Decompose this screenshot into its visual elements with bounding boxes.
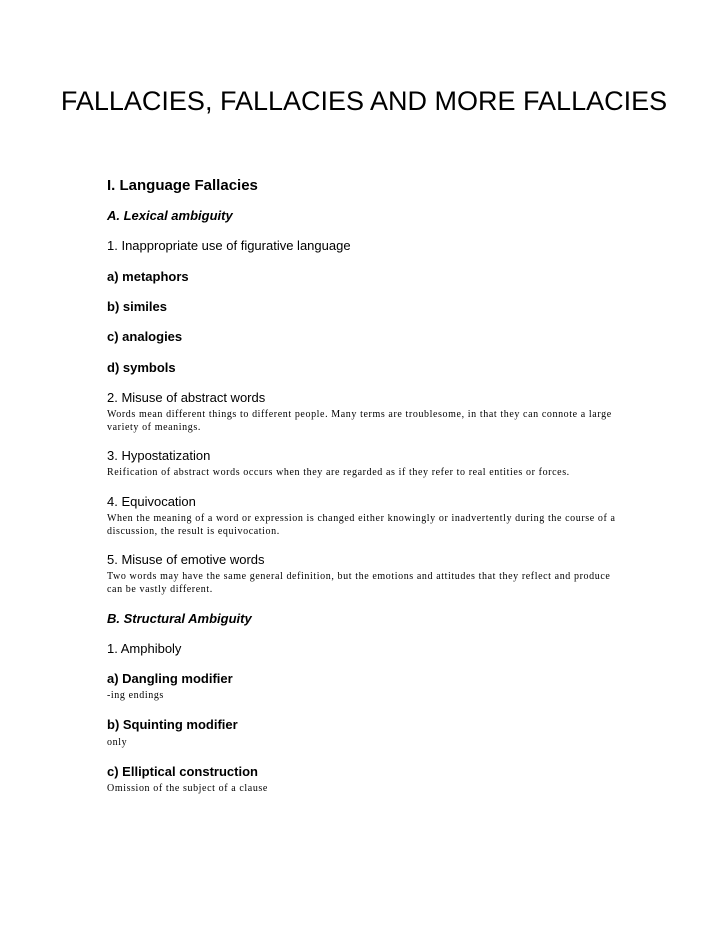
item-equivocation: 4. Equivocation xyxy=(107,494,196,509)
item-equivocation-text: When the meaning of a word or expression is changed either knowingly or inadvertently during the course of a discussion, the result is equivocation. xyxy=(107,513,616,537)
item-dangling-modifier-text: -ing endings xyxy=(107,690,164,701)
item-abstract-words: 2. Misuse of abstract words xyxy=(107,390,266,405)
item-metaphors: a) metaphors xyxy=(107,269,189,284)
item-analogies: c) analogies xyxy=(107,329,183,344)
item-elliptical-construction-text: Omission of the subject of a clause xyxy=(107,783,268,794)
item-emotive-words: 5. Misuse of emotive words xyxy=(107,552,265,567)
item-elliptical-construction: c) Elliptical construction xyxy=(107,764,258,779)
item-hypostatization: 3. Hypostatization xyxy=(107,448,211,463)
item-dangling-modifier: a) Dangling modifier xyxy=(107,671,233,686)
item-figurative-language: 1. Inappropriate use of figurative language xyxy=(107,238,351,253)
item-abstract-words-text: Words mean different things to different people. Many terms are troublesome, in that they can connote a large variety of meanings. xyxy=(107,409,612,433)
item-squinting-modifier: b) Squinting modifier xyxy=(107,717,238,732)
item-hypostatization-text: Reification of abstract words occurs when they are regarded as if they refer to real entities or forces. xyxy=(107,467,570,478)
subsection-heading-structural-ambiguity: B. Structural Ambiguity xyxy=(107,611,252,626)
item-emotive-words-text: Two words may have the same general definition, but the emotions and attitudes that they reflect and produce can be vastly different. xyxy=(107,571,611,595)
subsection-heading-lexical-ambiguity: A. Lexical ambiguity xyxy=(107,208,233,223)
section-heading-language-fallacies: I. Language Fallacies xyxy=(107,177,258,194)
document-title: FALLACIES, FALLACIES AND MORE FALLACIES xyxy=(60,86,668,116)
item-similes: b) similes xyxy=(107,299,167,314)
item-amphiboly: 1. Amphiboly xyxy=(107,641,182,656)
item-symbols: d) symbols xyxy=(107,360,176,375)
item-squinting-modifier-text: only xyxy=(107,737,128,748)
